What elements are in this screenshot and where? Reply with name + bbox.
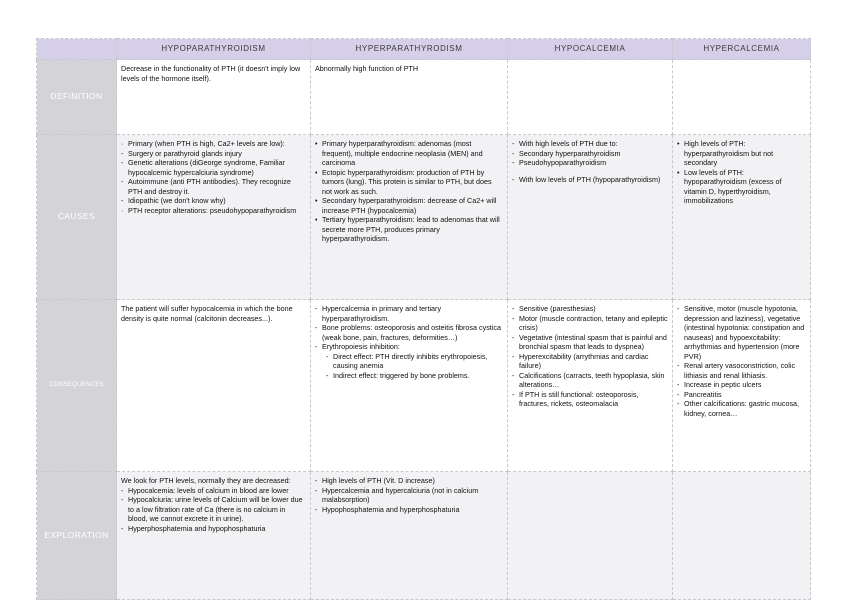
list-item bbox=[512, 139, 668, 149]
list-item bbox=[677, 399, 806, 418]
list-item-text: Low levels of PTH: hypoparathyroidism (excess of vitamin D, hyperthyroidism, immobilizations bbox=[684, 167, 782, 205]
list-item-text: Direct effect: PTH directly inhibits erythropoiesis, causing anemia bbox=[333, 351, 488, 370]
bullet-marker: - bbox=[326, 370, 329, 380]
column-header-hypoparathyroidism: HYPOPARATHYROIDISM bbox=[117, 39, 311, 60]
bullet-marker: - bbox=[512, 351, 515, 361]
list-item bbox=[315, 168, 503, 197]
list-item-text: Sensitive (paresthesias) bbox=[519, 304, 596, 313]
bullet-marker: • bbox=[677, 139, 680, 148]
bullet-marker: - bbox=[512, 139, 515, 148]
consequences-hypercalcemia bbox=[673, 300, 811, 472]
row-header-exploration: EXPLORATION bbox=[37, 472, 117, 600]
list-item-text: Secondary hyperparathyroidism: decrease of Ca2+ will increase PTH (hypocalcemia) bbox=[322, 196, 497, 215]
list-item-text: Hyperexcitability (arrythmias and cardiac failure) bbox=[519, 351, 649, 370]
list-item bbox=[315, 352, 503, 371]
row-header-causes: CAUSES bbox=[37, 135, 117, 300]
list-item-text: Hypercalcemia in primary and tertiary hyperparathyroidism. bbox=[322, 304, 442, 323]
list-item-text: Secondary hyperparathyroidism bbox=[519, 148, 621, 158]
list-item-text: Motor (muscle contraction, tetany and epileptic crisis) bbox=[519, 313, 668, 332]
list-item bbox=[121, 177, 306, 196]
list-item-text: With low levels of PTH (hypoparathyroidism) bbox=[519, 174, 661, 184]
list-item bbox=[512, 175, 668, 185]
causes-hypercalcemia bbox=[673, 135, 811, 300]
bullet-marker: • bbox=[677, 167, 680, 177]
bullet-marker: - bbox=[512, 313, 515, 323]
bullet-marker: - bbox=[121, 177, 124, 186]
bullet-marker: - bbox=[512, 332, 515, 342]
row-consequences bbox=[37, 300, 811, 472]
bullet-marker: - bbox=[315, 476, 318, 485]
list-item bbox=[315, 139, 503, 168]
comparison-table bbox=[36, 38, 811, 600]
column-header-hypocalcemia: HYPOCALCEMIA bbox=[508, 39, 673, 60]
list-item-text: High levels of PTH: hyperparathyroidism but not secondary bbox=[684, 139, 774, 167]
bullet-marker: - bbox=[677, 304, 680, 313]
bullet-marker: - bbox=[315, 304, 318, 313]
list-item-text: Tertiary hyperparathyroidism: lead to adenomas that will secrete more PTH, produces primary hyperparathyroidism. bbox=[322, 215, 500, 243]
bullet-marker: - bbox=[121, 523, 124, 533]
list-item-text: Hypercalcemia and hypercalciuria (not in calcium malabsorption) bbox=[322, 485, 479, 504]
list-item bbox=[677, 361, 806, 380]
list-item-text: Pancreatitis bbox=[684, 389, 722, 399]
definition-hyperparathyroidism: Abnormally high function of PTH bbox=[311, 60, 508, 135]
list-item bbox=[512, 371, 668, 390]
bullet-marker: - bbox=[677, 380, 680, 389]
list-item bbox=[315, 323, 503, 342]
bullet-marker: - bbox=[121, 196, 124, 205]
list-item bbox=[121, 206, 306, 216]
consequences-hypercalcemia-list bbox=[677, 304, 806, 418]
causes-hyperparathyroidism-list bbox=[315, 139, 503, 244]
exploration-hyperparathyroidism bbox=[311, 472, 508, 600]
corner-cell bbox=[37, 39, 117, 60]
bullet-marker: - bbox=[121, 158, 124, 167]
list-item bbox=[315, 215, 503, 244]
list-item bbox=[677, 139, 806, 168]
list-item-text: Increase in peptic ulcers bbox=[684, 380, 762, 389]
consequences-hyperparathyroidism-list bbox=[315, 304, 503, 380]
list-item bbox=[315, 476, 503, 486]
bullet-marker: - bbox=[677, 399, 680, 408]
list-item-text: High levels of PTH (Vit. D increase) bbox=[322, 476, 435, 485]
list-item-text: Genetic alterations (diGeorge syndrome, Familiar hypocalcemic hypercalciuria syndrome) bbox=[128, 158, 285, 177]
causes-hyperparathyroidism bbox=[311, 135, 508, 300]
list-item-text: If PTH is still functional: osteoporosis, fractures, rickets, osteomalacia bbox=[519, 389, 639, 408]
consequences-hyperparathyroidism bbox=[311, 300, 508, 472]
list-item bbox=[512, 390, 668, 409]
list-item bbox=[121, 486, 306, 496]
list-item bbox=[512, 149, 668, 159]
bullet-marker: - bbox=[512, 389, 515, 399]
list-item-text: With high levels of PTH due to: bbox=[519, 139, 618, 148]
bullet-marker: - bbox=[315, 485, 318, 495]
bullet-marker: - bbox=[121, 495, 124, 504]
list-item-text: Hypocalciuria: urine levels of Calcium will be lower due to a low filtration rate of Ca (there is no calcium in blood, we cannot excrete it in urine). bbox=[128, 495, 303, 523]
bullet-marker: · bbox=[121, 139, 124, 148]
list-item bbox=[512, 158, 668, 168]
list-item-text: Idiopathic (we don't know why) bbox=[128, 196, 226, 205]
list-item-text: Vegetative (intestinal spasm that is painful and bronchial spasm that leads to dyspnea) bbox=[519, 332, 667, 351]
bullet-marker: - bbox=[121, 148, 124, 158]
list-item-text: Bone problems: osteoporosis and osteitis fibrosa cystica (weak bone, pain, fractures, deformities…) bbox=[322, 323, 501, 342]
list-item-text: Hypocalcemia: levels of calcium in blood are lower bbox=[128, 485, 289, 495]
list-item bbox=[677, 304, 806, 361]
list-item bbox=[315, 196, 503, 215]
bullet-marker: · bbox=[121, 205, 124, 215]
bullet-marker: • bbox=[315, 215, 318, 224]
bullet-marker: - bbox=[315, 342, 318, 351]
bullet-marker: - bbox=[677, 389, 680, 399]
list-item-text: Ectopic hyperparathyroidism: production of PTH by tumors (lung). This protein is similar to PTH, but does not work as such. bbox=[322, 167, 492, 196]
bullet-marker: • bbox=[315, 139, 318, 148]
bullet-marker: - bbox=[326, 351, 329, 361]
list-item-text: Other calcifications: gastric mucosa, kidney, cornea… bbox=[684, 399, 800, 418]
list-item bbox=[677, 168, 806, 206]
list-item bbox=[121, 196, 306, 206]
exploration-hypocalcemia bbox=[508, 472, 673, 600]
consequences-hypoparathyroidism: The patient will suffer hypocalcemia in which the bone density is quite normal (calcitonin decreases...). bbox=[117, 300, 311, 472]
exploration-hypoparathyroidism bbox=[117, 472, 311, 600]
list-item bbox=[512, 304, 668, 314]
list-item bbox=[121, 149, 306, 159]
header-row bbox=[37, 39, 811, 60]
bullet-marker: - bbox=[677, 361, 680, 370]
definition-hypocalcemia bbox=[508, 60, 673, 135]
list-item bbox=[121, 495, 306, 524]
list-item-text: Surgery or parathyroid glands injury bbox=[128, 148, 242, 158]
bullet-marker: - bbox=[512, 370, 515, 380]
list-item bbox=[677, 390, 806, 400]
bullet-marker: • bbox=[315, 167, 318, 177]
row-header-consequences: CONSEQUENCES bbox=[37, 300, 117, 472]
list-item bbox=[315, 371, 503, 381]
list-item bbox=[315, 486, 503, 505]
bullet-marker: • bbox=[315, 196, 318, 205]
list-item bbox=[315, 505, 503, 515]
definition-hypercalcemia bbox=[673, 60, 811, 135]
column-header-hypercalcemia: HYPERCALCEMIA bbox=[673, 39, 811, 60]
definition-hypoparathyroidism: Decrease in the functionality of PTH (it doesn't imply low levels of the hormone itself). bbox=[117, 60, 311, 135]
list-item-text: Hypophosphatemia and hyperphosphaturia bbox=[322, 504, 460, 514]
list-item-text: Hyperphosphatemia and hypophosphaturia bbox=[128, 523, 266, 533]
exploration-hypoparathyroidism-intro: We look for PTH levels, normally they are decreased: bbox=[121, 476, 291, 485]
list-item bbox=[121, 524, 306, 534]
causes-hypocalcemia bbox=[508, 135, 673, 300]
exploration-hyperparathyroidism-list bbox=[315, 476, 503, 514]
bullet-marker: - bbox=[512, 304, 515, 313]
list-item bbox=[315, 342, 503, 352]
bullet-marker: - bbox=[315, 504, 318, 514]
list-item-text: Autoimmune (anti PTH antibodies). They recognize PTH and destroy it. bbox=[128, 177, 291, 196]
bullet-marker: - bbox=[512, 158, 515, 167]
list-item-text: Pseudohypoparathyroidism bbox=[519, 158, 607, 167]
causes-hypoparathyroidism-list bbox=[121, 139, 306, 215]
consequences-hypocalcemia-list bbox=[512, 304, 668, 409]
bullet-marker: - bbox=[512, 174, 515, 184]
column-header-hyperparathyroidism: HYPERPARATHYRODISM bbox=[311, 39, 508, 60]
consequences-hypocalcemia bbox=[508, 300, 673, 472]
list-item bbox=[512, 314, 668, 333]
row-causes bbox=[37, 135, 811, 300]
list-item-text: Calcifications (carracts, teeth hypoplasia, skin alterations… bbox=[519, 370, 665, 389]
list-item-text: Sensitive, motor (muscle hypotonia, depression and laziness), vegetative (intestinal hypotonia: constipation and nauseas) and hypoexcitability: arrhythmias and hypertension (more PVR) bbox=[684, 304, 805, 361]
list-item-text: Renal artery vasoconstriction, colic lithiasis and renal lithiasis. bbox=[684, 361, 796, 380]
exploration-hypoparathyroidism-list bbox=[121, 486, 306, 534]
document-page bbox=[36, 38, 810, 600]
list-item bbox=[677, 380, 806, 390]
bullet-marker: - bbox=[121, 485, 124, 495]
list-item-text: Indirect effect: triggered by bone problems. bbox=[333, 370, 470, 380]
list-item bbox=[512, 352, 668, 371]
list-item bbox=[121, 139, 306, 149]
list-item-text: PTH receptor alterations: pseudohypoparathyroidism bbox=[128, 205, 297, 215]
row-header-definition: DEFINITION bbox=[37, 60, 117, 135]
list-item-text: Primary (when PTH is high, Ca2+ levels are low): bbox=[128, 139, 285, 148]
causes-hypoparathyroidism bbox=[117, 135, 311, 300]
bullet-marker: - bbox=[315, 323, 318, 332]
row-definition bbox=[37, 60, 811, 135]
list-item bbox=[121, 158, 306, 177]
bullet-marker: - bbox=[512, 148, 515, 158]
causes-hypocalcemia-list bbox=[512, 139, 668, 184]
list-item-text: Erythropoiesis inhibition: bbox=[322, 342, 400, 351]
list-item bbox=[512, 333, 668, 352]
exploration-hypercalcemia bbox=[673, 472, 811, 600]
causes-hypercalcemia-list bbox=[677, 139, 806, 206]
list-item bbox=[315, 304, 503, 323]
row-exploration bbox=[37, 472, 811, 600]
list-item-text: Primary hyperparathyroidism: adenomas (most frequent), multiple endocrine neoplasia (MEN) and carcinoma bbox=[322, 139, 483, 167]
